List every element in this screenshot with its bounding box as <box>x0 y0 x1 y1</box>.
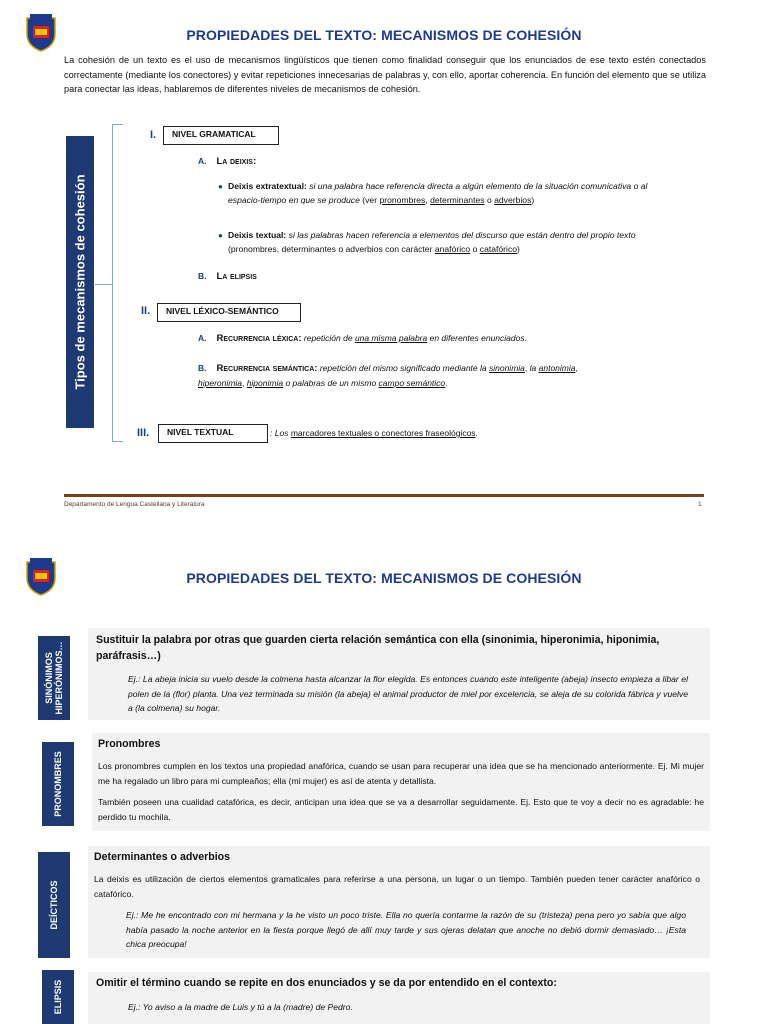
bullet-dot: ● <box>218 182 223 191</box>
side-tab-sinonimos: SINÓNIMOS HIPERÓNIMOS… <box>38 636 70 720</box>
side-tab-elipsis: ELIPSIS <box>42 970 74 1024</box>
section-pronombres <box>92 733 710 831</box>
side-label-bar <box>66 136 94 428</box>
level1-a <box>198 156 256 167</box>
side-tab-pronombres: PRONOMBRES <box>42 742 74 826</box>
footer-rule <box>64 494 704 497</box>
level3-roman: III. <box>137 427 150 439</box>
level2-roman: II. <box>141 305 151 317</box>
level3-box: NIVEL TEXTUAL <box>158 424 268 443</box>
page2-title: PROPIEDADES DEL TEXTO: MECANISMOS DE COHESIÓN <box>186 570 582 586</box>
side-label: Tipos de mecanismos de cohesión <box>72 174 88 390</box>
footer-department: Departamento de Lengua Castellana y Literatura <box>64 501 205 508</box>
section-heading: Pronombres <box>98 738 161 750</box>
level2-a: A. Recurrencia léxica: repetición de una misma palabra en diferentes enunciados. <box>198 333 527 344</box>
section-paragraph-2: También poseen una cualidad catafórica, es decir, anticipan una idea que se va a desarrollar seguidamente. Ej. Esto que te voy a decir no es agradable: he perdido tu mochila. <box>98 797 704 822</box>
section-heading: Determinantes o adverbios <box>94 851 230 863</box>
bullet-deixis-textual: ● Deixis textual: si las palabras hacen referencia a elementos del discurso que están dentro del propio texto (pronombres, determinantes o adverbios con carácter anafórico o catafórico) <box>218 230 636 254</box>
section-elipsis <box>88 972 710 1024</box>
section-example: Ej.: Yo aviso a la madre de Luis y tú a la (madre) de Pedro. <box>128 1002 353 1012</box>
section-example: Ej.: La abeja inicia su vuelo desde la colmena hasta alcanzar la flor elegida. Es entonces cuando este inteligente (abeja) insecto empieza a libar el polen de la (flor) planta. Una vez terminada su misión (la abeja) el animal productor de miel por excelencia, se aleja de su colorida fábrica y vuelve a (la colmena) su hogar. <box>128 674 688 713</box>
bracket-tip <box>95 284 112 285</box>
intro-paragraph: La cohesión de un texto es el uso de mecanismos lingüísticos que tienen como finalidad conseguir que los enunciados de ese texto estén conectados correctamente (mediante los conectores) y evitar repeticiones innecesarias de palabras y, con ello, aportar coherencia. En función del elemento que se utiliza para conectar las ideas, hablaremos de diferentes niveles de mecanismos de cohesión. <box>64 55 706 94</box>
section-paragraph-1: Los pronombres cumplen en los textos una propiedad anafórica, cuando se usan para recuperar una idea que se ha mencionado anteriormente. Ej. Mi mujer me ha regalado un libro para mi cumpleaños; ella (mi mujer) es así de atenta y detallista. <box>98 761 704 786</box>
section-deicticos <box>88 846 710 958</box>
level1-b: B. La elipsis <box>198 271 257 282</box>
level3-text: : Los marcadores textuales o conectores fraseológicos. <box>270 428 478 438</box>
level1-a-label: La deixis: <box>216 156 257 167</box>
level1-roman: I. <box>150 129 157 141</box>
level1-a-letter: A. <box>198 156 207 166</box>
section-example: Ej.: Me he encontrado con mi hermana y la he visto un poco triste. Ella no quería contarme la razón de su (tristeza) pena pero yo sabía que algo había pasado la noche anterior en la fiesta porque llegó de allí muy tarde y sus ojeras delatan que anoche no debió dormir demasiado… ¡Esta chica preocupa! <box>126 910 686 949</box>
section-sinonimos <box>88 628 710 720</box>
bracket-decoration <box>112 124 123 442</box>
level2-box: NIVEL LÉXICO-SEMÁNTICO <box>157 303 301 322</box>
level2-b: B. Recurrencia semántica: repetición del mismo significado mediante la sinonimia, la antonimia, hiperonimia, hiponimia o palabras de un mismo campo semántico. <box>198 363 578 388</box>
bullet-dot: ● <box>218 231 223 240</box>
side-tab-deicticos: DEÍCTICOS <box>38 852 70 958</box>
section-paragraph-1: La deixis es utilización de ciertos elementos gramaticales para referirse a una persona, un lugar o un tiempo. También pueden tener carácter anafórico o catafórico. <box>94 874 700 899</box>
page-title: PROPIEDADES DEL TEXTO: MECANISMOS DE COHESIÓN <box>186 27 582 43</box>
section-heading: Omitir el término cuando se repite en dos enunciados y se da por entendido en el contexto: <box>96 977 557 989</box>
level1-box: NIVEL GRAMATICAL <box>163 126 279 145</box>
bullet-deixis-extratextual: ● Deixis extratextual: si una palabra hace referencia directa a algún elemento de la situación comunicativa o al espacio-tiempo en que se produce (ver pronombres, determinantes o adverbios) <box>218 181 648 205</box>
footer-page-number: 1 <box>698 501 702 508</box>
section-heading: Sustituir la palabra por otras que guarden cierta relación semántica con ella (sinonimia, hiperonimia, hiponimia, paráfrasis…) <box>96 634 660 662</box>
